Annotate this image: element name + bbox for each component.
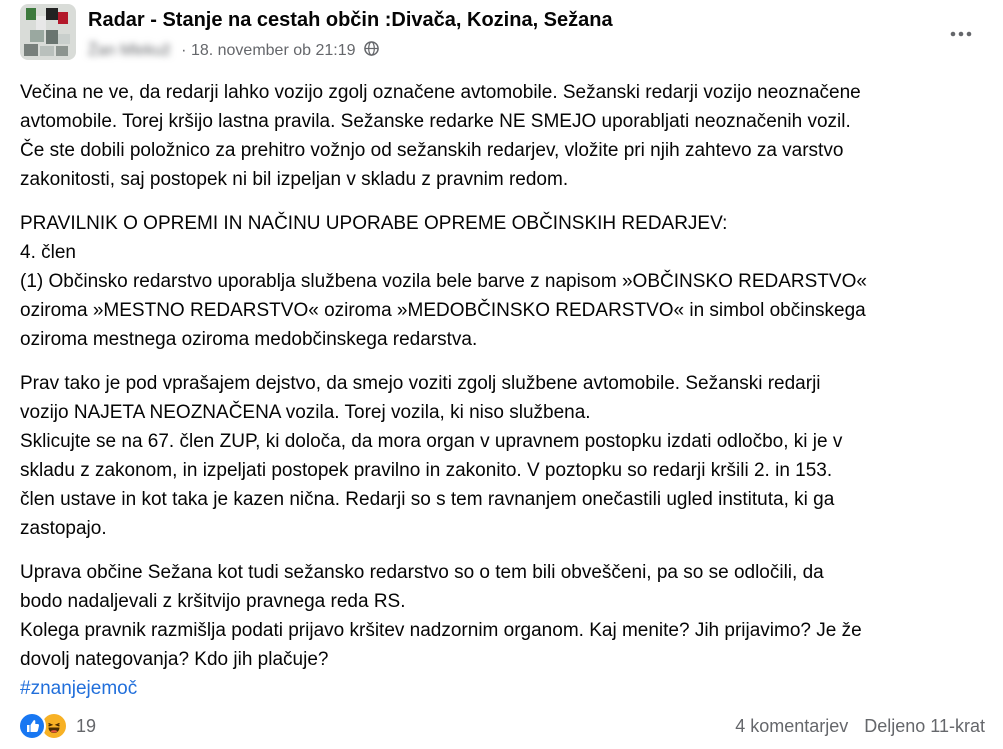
text-line: člen ustave in kot taka je kazen nična. Redarji so s tem ravnanjem onečastili ugled instituta, ki ga <box>20 489 835 510</box>
text-line: zastopajo. <box>20 518 107 539</box>
post-paragraph <box>20 209 985 354</box>
text-line: dovolj nategovanja? Kdo jih plačuje? <box>20 649 329 670</box>
text-line: avtomobile. Torej kršijo lastna pravila. Sežanske redarke NE SMEJO uporabljati neoznačenih vozil. <box>20 111 851 132</box>
post-paragraph <box>20 369 985 543</box>
text-line: bodo nadaljevali z kršitvijo pravnega reda RS. <box>20 591 406 612</box>
globe-icon <box>364 41 379 61</box>
post-timestamp[interactable]: 18. november ob 21:19 <box>190 42 356 59</box>
post-body <box>20 78 985 718</box>
post-stats <box>735 710 985 742</box>
author-name[interactable]: Žan Mlekuž <box>88 42 171 59</box>
text-line: PRAVILNIK O OPREMI IN NAČINU UPORABE OPREME OBČINSKIH REDARJEV: <box>20 213 728 234</box>
like-reaction-icon <box>18 712 46 740</box>
meta-separator: · <box>181 42 187 59</box>
text-line: zakonitosti, saj postopek ni bil izpeljan v skladu z pravnim redom. <box>20 169 569 190</box>
text-line: skladu z zakonom, in izpeljati postopek pravilno in zakonito. V poztopku so redarji kršili 2. in 153. <box>20 460 833 481</box>
text-line: oziroma mestnega oziroma medobčinskega redarstva. <box>20 329 478 350</box>
post-meta <box>88 41 379 63</box>
more-options-button[interactable] <box>943 20 979 48</box>
post-paragraph <box>20 558 985 703</box>
group-avatar[interactable] <box>20 4 76 60</box>
text-line: oziroma »MESTNO REDARSTVO« oziroma »MEDOBČINSKO REDARSTVO« in simbol občinskega <box>20 300 866 321</box>
text-line: Če ste dobili položnico za prehitro vožnjo od sežanskih redarjev, vložite pri njih zahtevo za varstvo <box>20 140 844 161</box>
text-line: 4. člen <box>20 242 76 263</box>
post-paragraph <box>20 78 985 194</box>
group-name[interactable]: Radar - Stanje na cestah občin :Divača, Kozina, Sežana <box>88 9 613 31</box>
reactions-summary[interactable] <box>18 710 96 742</box>
text-line: vozijo NAJETA NEOZNAČENA vozila. Torej vozila, ki niso službena. <box>20 402 591 423</box>
text-line: Sklicujte se na 67. člen ZUP, ki določa, da mora organ v upravnem postopku izdati odločbo, ki je v <box>20 431 843 452</box>
post-footer <box>18 710 985 742</box>
text-line: Uprava občine Sežana kot tudi sežansko redarstvo so o tem bili obveščeni, pa so se odločili, da <box>20 562 824 583</box>
hashtag-link[interactable]: #znanjejemoč <box>20 678 138 699</box>
reaction-count: 19 <box>76 715 97 736</box>
shares-count-link[interactable]: Deljeno 11-krat <box>864 715 985 736</box>
text-line: Večina ne ve, da redarji lahko vozijo zgolj označene avtomobile. Sežanski redarji vozijo neoznačene <box>20 82 861 103</box>
text-line: (1) Občinsko redarstvo uporablja službena vozila bele barve z napisom »OBČINSKO REDARSTVO« <box>20 271 867 292</box>
comments-count-link[interactable]: 4 komentarjev <box>735 715 849 736</box>
post-header <box>20 4 983 64</box>
more-dots-icon <box>949 31 973 37</box>
text-line: Kolega pravnik razmišlja podati prijavo kršitev nadzornim organom. Kaj menite? Jih prijavimo? Je že <box>20 620 862 641</box>
text-line: Prav tako je pod vprašajem dejstvo, da smejo voziti zgolj službene avtomobile. Sežanski redarji <box>20 373 821 394</box>
